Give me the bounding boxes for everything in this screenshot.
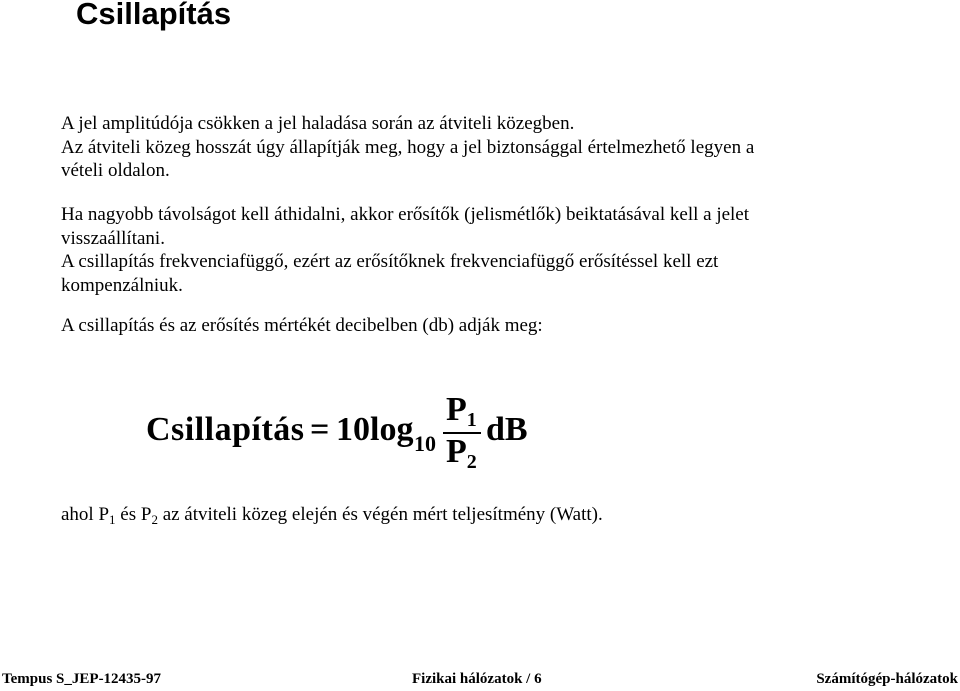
- formula-log-base: 10: [414, 431, 436, 456]
- formula-denominator: [446, 434, 477, 480]
- formula-coefficient-log: 10log: [336, 411, 414, 448]
- formula-denominator-symbol: P: [446, 433, 467, 470]
- formula-numerator-symbol: P: [446, 391, 467, 428]
- explanation-p2-index: 2: [151, 512, 158, 527]
- footer-page-number: Fizikai hálózatok / 6: [412, 671, 542, 687]
- paragraph-repeaters-line-2: visszaállítani.: [61, 227, 165, 249]
- formula-unit: dB: [486, 411, 528, 448]
- formula-equals-sign: =: [310, 411, 330, 448]
- footer-course-name: Számítógép-hálózatok: [816, 671, 958, 687]
- paragraph-decibel: A csillapítás és az erősítés mértékét decibelben (db) adják meg:: [61, 315, 543, 336]
- formula-lhs: Csillapítás: [146, 411, 305, 448]
- paragraph-frequency-line-1: A csillapítás frekvenciafüggő, ezért az erősítőknek frekvenciafüggő erősítéssel kell ezt: [61, 251, 719, 272]
- explanation-suffix: az átviteli közeg elején és végén mért teljesítmény (Watt).: [157, 504, 603, 525]
- paragraph-explanation: [61, 503, 603, 532]
- paragraph-amplitude-line-3: vételi oldalon.: [61, 160, 170, 181]
- formula-denominator-index: 2: [466, 451, 477, 473]
- footer-project-id: Tempus S_JEP-12435-97: [2, 671, 162, 687]
- paragraph-amplitude-line-2: Az átviteli közeg hosszát úgy állapítják meg, hogy a jel biztonsággal értelmezhető legyen a: [61, 136, 755, 158]
- paragraph-repeaters-line-1: Ha nagyobb távolságot kell áthidalni, akkor erősítők (jelismétlők) beiktatásával kell a jelet: [61, 204, 750, 225]
- page-title: Csillapítás: [76, 0, 232, 31]
- explanation-prefix: ahol P: [61, 504, 110, 525]
- explanation-p1-index: 1: [109, 512, 116, 527]
- formula-numerator-index: 1: [466, 409, 477, 431]
- explanation-middle: és P: [115, 504, 152, 525]
- paragraph-amplitude-line-1: A jel amplitúdója csökken a jel haladása során az átviteli közegben.: [61, 113, 575, 134]
- paragraph-frequency-line-2: kompenzálniuk.: [61, 274, 183, 296]
